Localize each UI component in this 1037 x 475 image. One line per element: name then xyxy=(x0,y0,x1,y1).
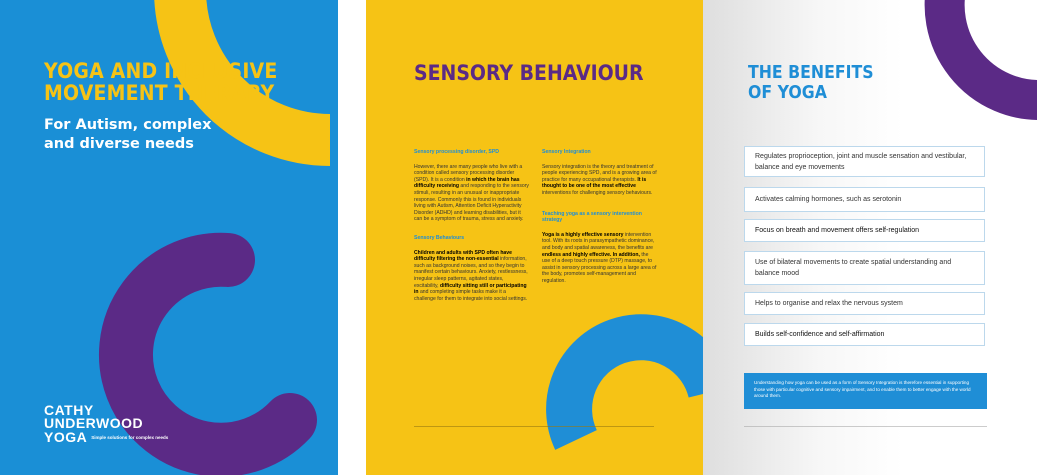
cover-panel xyxy=(0,0,338,475)
behaviours-text-bold-a: Children and adults with SPD often have difficulty filtering the non-essential xyxy=(414,249,512,263)
benefit-item: Activates calming hormones, such as serotonin xyxy=(744,187,985,212)
sensory-footer-rule xyxy=(414,426,654,427)
page-gutter xyxy=(338,0,366,475)
integration-text-bold: It is thought to be one of the most effective xyxy=(542,176,647,190)
spd-heading: Sensory processing disorder, SPD xyxy=(414,149,500,155)
logo-line-1: CATHY xyxy=(44,402,94,418)
benefit-item: Regulates proprioception, joint and muscle sensation and vestibular, balance and eye movements xyxy=(744,146,985,177)
teaching-text-bold-c: endless and highly effective. In addition, xyxy=(542,251,640,258)
benefit-item: Builds self-confidence and self-affirmation xyxy=(744,323,985,346)
benefits-title-line-1: THE BENEFITS xyxy=(748,63,874,83)
benefits-title xyxy=(748,63,874,103)
integration-heading: Sensory Integration xyxy=(542,149,591,155)
purple-arc-shape xyxy=(945,0,1037,100)
teaching-heading: Teaching yoga as a sensory intervention strategy xyxy=(542,210,642,224)
benefits-panel xyxy=(703,0,1037,475)
benefits-note-box: Understanding how yoga can be used as a form of Sensory Integration is therefore essential in supporting those with particular cognitive and sensory impairment, and to enable them to better engage with the world around them. xyxy=(744,373,987,409)
behaviours-text-bold-c: difficulty sitting still or participating in xyxy=(414,282,527,296)
behaviours-heading: Sensory Behaviours xyxy=(414,234,465,241)
behaviours-text-b: information, such as background noises, and so they begin to manifest certain behaviours. Anxiety, restlessness, irregular sleep patterns, agitated states, excitability, xyxy=(414,256,528,289)
behaviours-paragraph xyxy=(414,250,529,303)
benefit-item: Focus on breath and movement offers self-regulation xyxy=(744,219,985,242)
integration-text-c: interventions for challenging sensory behaviours. xyxy=(542,189,653,196)
teaching-text-b: intervention tool. With its roots in parasympathetic dominance, and body and spatial awareness, the benefits are xyxy=(542,231,655,251)
sensory-right-column xyxy=(542,149,657,293)
spd-text-bold: in which the brain has difficulty receiving xyxy=(414,176,520,190)
benefits-title-line-2: OF YOGA xyxy=(748,83,827,103)
integration-text-a: Sensory integration is the theory and treatment of people experiencing SPD, and is a growing area of practice for many occupational therapists. xyxy=(542,163,657,183)
benefit-item: Use of bilateral movements to create spatial understanding and balance mood xyxy=(744,251,985,285)
behaviours-text-d: and completing simple tasks make it a challenge for them to integrate into social settings. xyxy=(414,289,528,302)
spd-text-c: and responding to the sensory stimuli, resulting in an unusual or inappropriate response. Commonly this is found in individuals living with Autism, Attention Deficit Hyperactivity Disorder (ADHD) and learning disabilities, but it can be a symptom of trauma, stress and anxiety. xyxy=(414,183,529,223)
cover-title: YOGA AND INCLUSIVE MOVEMENT THERAPY xyxy=(44,59,278,105)
integration-paragraph xyxy=(542,164,657,197)
teaching-text-bold-a: Yoga is a highly effective sensory xyxy=(542,231,624,238)
spd-paragraph xyxy=(414,164,529,223)
sensory-panel xyxy=(366,0,703,475)
teaching-text-d: the use of a deep touch pressure (DTP) massage, to assist in sensory processing across a large area of the body, promotes self-management and regulation. xyxy=(542,251,657,284)
benefit-item: Helps to organise and relax the nervous system xyxy=(744,292,985,315)
teaching-paragraph xyxy=(542,232,657,285)
cover-subtitle: For Autism, complex and diverse needs xyxy=(44,117,212,152)
logo-line-2: UNDERWOOD xyxy=(44,415,144,431)
spd-text-a: However, there are many people who live with a condition called sensory processing disorder (SPD). It is a condition xyxy=(414,163,523,183)
benefits-footer-rule xyxy=(744,426,987,427)
logo-line-3: YOGA xyxy=(44,429,88,445)
logo-tagline: Simple solutions for complex needs xyxy=(91,435,169,441)
sensory-left-column xyxy=(414,149,529,310)
sensory-title: SENSORY BEHAVIOUR xyxy=(414,61,644,85)
brand-logo xyxy=(44,404,168,445)
